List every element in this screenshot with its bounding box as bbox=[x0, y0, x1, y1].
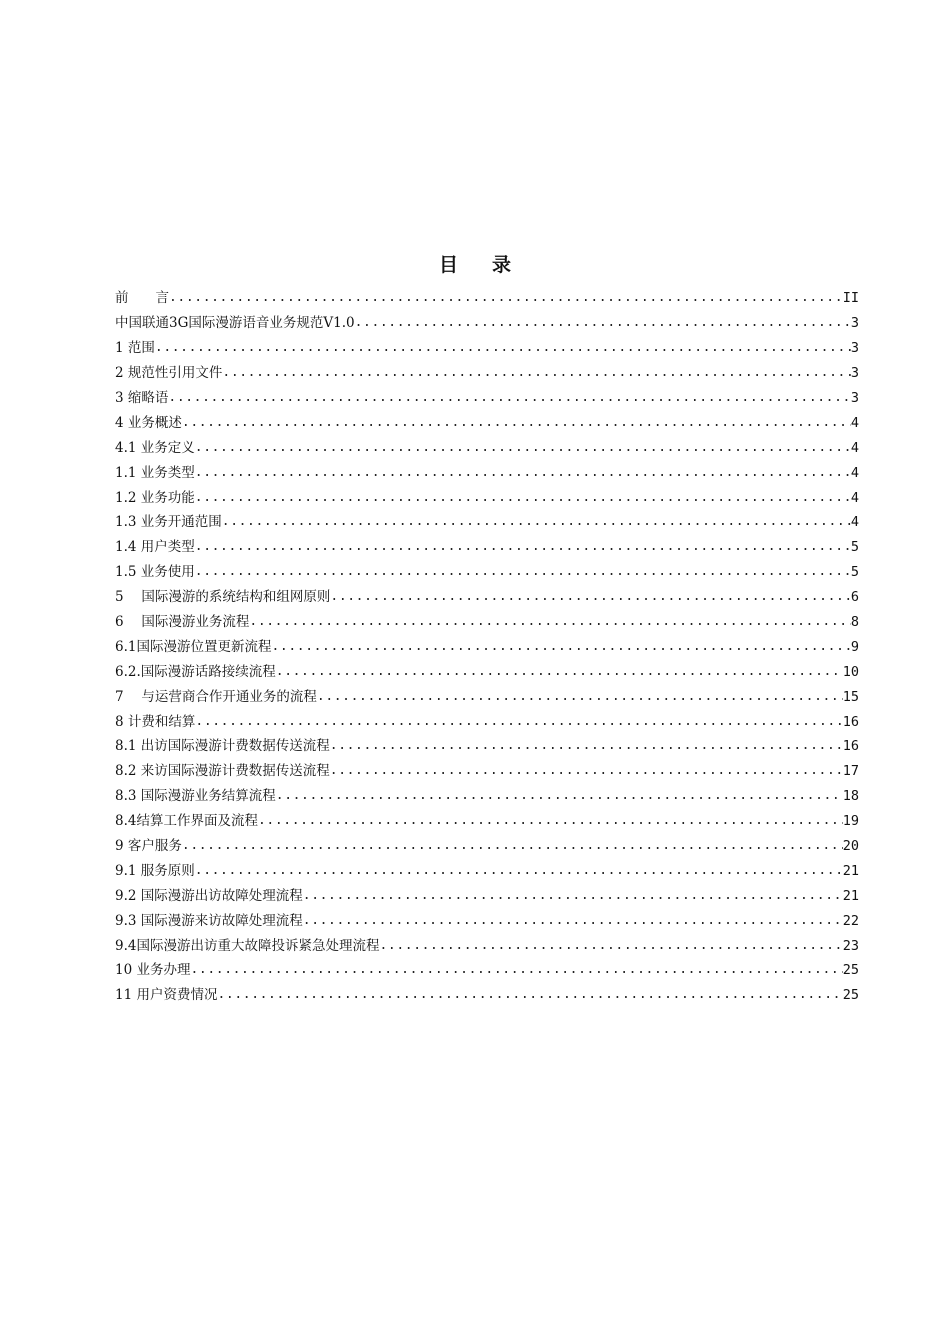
toc-entry-label: 8 计费和结算 bbox=[115, 713, 196, 730]
toc-entry-page-number: 3 bbox=[850, 340, 859, 357]
toc-dot-leader bbox=[249, 613, 850, 631]
toc-entry[interactable] bbox=[115, 933, 859, 958]
toc-entry-label: 8.1 出访国际漫游计费数据传送流程 bbox=[115, 738, 330, 755]
toc-entry-page-number: 5 bbox=[850, 564, 859, 581]
toc-entry-label: 6 国际漫游业务流程 bbox=[115, 614, 250, 631]
toc-entry-label: 1.5 业务使用 bbox=[115, 564, 195, 581]
toc-entry-page-number: 3 bbox=[850, 390, 859, 406]
toc-entry-page-number: 4 bbox=[850, 439, 859, 456]
toc-entry-page-number: 6 bbox=[850, 589, 859, 606]
toc-entry[interactable] bbox=[115, 286, 859, 311]
toc-entry[interactable] bbox=[115, 784, 859, 809]
toc-entry-page-number: 17 bbox=[842, 763, 859, 780]
toc-entry-label: 1.4 用户类型 bbox=[115, 539, 195, 556]
toc-dot-leader bbox=[195, 489, 851, 507]
toc-entry-page-number: 4 bbox=[850, 414, 859, 431]
toc-dot-leader bbox=[190, 961, 842, 979]
toc-entry[interactable] bbox=[115, 759, 859, 784]
toc-dot-leader bbox=[195, 862, 843, 880]
toc-dot-leader bbox=[379, 937, 842, 955]
toc-dot-leader bbox=[330, 762, 843, 780]
toc-entry-label: 9.4国际漫游出访重大故障投诉紧急处理流程 bbox=[115, 937, 380, 954]
toc-entry-label: 9.2 国际漫游出访故障处理流程 bbox=[115, 887, 303, 904]
toc-entry-page-number: 21 bbox=[842, 862, 859, 879]
toc-dot-leader bbox=[217, 986, 842, 1004]
toc-entry-label: 4 业务概述 bbox=[115, 414, 182, 431]
toc-entry-page-number: 22 bbox=[842, 912, 859, 929]
toc-entry[interactable] bbox=[115, 336, 859, 361]
toc-entry-label: 5 国际漫游的系统结构和组网原则 bbox=[115, 589, 331, 606]
toc-entry[interactable] bbox=[115, 634, 859, 659]
toc-dot-leader bbox=[258, 812, 843, 830]
toc-entry[interactable] bbox=[115, 958, 859, 983]
toc-dot-leader bbox=[303, 887, 843, 905]
toc-entry-page-number: 5 bbox=[850, 539, 859, 556]
toc-entry-page-number: II bbox=[842, 290, 859, 307]
toc-entry-label: 11 用户资费情况 bbox=[115, 987, 218, 1004]
toc-entry-label: 8.4结算工作界面及流程 bbox=[115, 813, 258, 830]
toc-entry-label: 7 与运营商合作开通业务的流程 bbox=[115, 688, 317, 705]
toc-entry-label: 前 言 bbox=[115, 290, 169, 307]
toc-entry[interactable] bbox=[115, 858, 859, 883]
toc-entry-page-number: 4 bbox=[850, 489, 859, 506]
toc-entry-label: 9 客户服务 bbox=[115, 838, 182, 855]
toc-entry-page-number: 10 bbox=[842, 663, 859, 680]
toc-entry-label: 6.1国际漫游位置更新流程 bbox=[115, 638, 272, 655]
toc-entry-page-number: 4 bbox=[850, 514, 859, 531]
toc-dot-leader bbox=[169, 289, 843, 307]
toc-dot-leader bbox=[195, 563, 851, 581]
toc-dot-leader bbox=[276, 663, 843, 681]
toc-entry[interactable] bbox=[115, 560, 859, 585]
toc-dot-leader bbox=[355, 314, 851, 332]
toc-entry[interactable] bbox=[115, 535, 859, 560]
toc-entry-page-number: 3 bbox=[850, 315, 859, 332]
toc-entry-label: 2 规范性引用文件 bbox=[115, 365, 223, 382]
toc-dot-leader bbox=[276, 787, 843, 805]
toc-entry-page-number: 16 bbox=[842, 738, 859, 755]
toc-entry[interactable] bbox=[115, 386, 859, 411]
toc-dot-leader bbox=[330, 737, 843, 755]
toc-entry-page-number: 3 bbox=[850, 365, 859, 382]
toc-entry-page-number: 16 bbox=[842, 713, 859, 730]
toc-dot-leader bbox=[303, 912, 843, 930]
toc-entry[interactable] bbox=[115, 610, 859, 635]
toc-entry-label: 3 缩略语 bbox=[115, 390, 169, 406]
toc-entry-label: 1 范围 bbox=[115, 340, 155, 357]
toc-dot-leader bbox=[168, 389, 850, 407]
toc-entry-page-number: 25 bbox=[842, 962, 859, 979]
toc-entry[interactable] bbox=[115, 883, 859, 908]
toc-entry[interactable] bbox=[115, 311, 859, 336]
toc-list bbox=[115, 286, 859, 1008]
toc-dot-leader bbox=[195, 464, 851, 482]
toc-dot-leader bbox=[330, 588, 850, 606]
toc-dot-leader bbox=[195, 713, 842, 731]
toc-dot-leader bbox=[222, 513, 851, 531]
toc-entry-label: 4.1 业务定义 bbox=[115, 439, 195, 456]
toc-entry-page-number: 8 bbox=[850, 614, 859, 631]
toc-entry[interactable] bbox=[115, 834, 859, 859]
toc-entry-page-number: 4 bbox=[850, 464, 859, 481]
toc-entry-label: 1.3 业务开通范围 bbox=[115, 514, 222, 531]
toc-entry[interactable] bbox=[115, 908, 859, 933]
toc-entry-page-number: 25 bbox=[842, 987, 859, 1004]
toc-entry-page-number: 15 bbox=[842, 688, 859, 705]
toc-entry-label: 8.3 国际漫游业务结算流程 bbox=[115, 788, 276, 805]
toc-entry[interactable] bbox=[115, 983, 859, 1008]
toc-entry[interactable] bbox=[115, 361, 859, 386]
toc-entry-label: 1.1 业务类型 bbox=[115, 464, 195, 481]
toc-entry[interactable] bbox=[115, 734, 859, 759]
toc-dot-leader bbox=[195, 439, 851, 457]
toc-entry[interactable] bbox=[115, 709, 859, 734]
toc-title: 目录 bbox=[438, 254, 545, 276]
toc-entry[interactable] bbox=[115, 585, 859, 610]
toc-entry-label: 9.1 服务原则 bbox=[115, 862, 195, 879]
toc-entry-label: 6.2.国际漫游话路接续流程 bbox=[115, 663, 276, 680]
toc-entry[interactable] bbox=[115, 684, 859, 709]
toc-entry-label: 中国联通3G国际漫游语音业务规范V1.0 bbox=[115, 315, 355, 332]
toc-dot-leader bbox=[271, 638, 850, 656]
toc-entry-page-number: 21 bbox=[842, 887, 859, 904]
toc-dot-leader bbox=[195, 538, 851, 556]
toc-entry-page-number: 9 bbox=[850, 638, 859, 655]
toc-entry-label: 1.2 业务功能 bbox=[115, 489, 195, 506]
toc-entry-label: 9.3 国际漫游来访故障处理流程 bbox=[115, 912, 303, 929]
toc-entry[interactable] bbox=[115, 435, 859, 460]
toc-dot-leader bbox=[222, 364, 850, 382]
toc-entry-label: 8.2 来访国际漫游计费数据传送流程 bbox=[115, 763, 330, 780]
toc-entry[interactable] bbox=[115, 510, 859, 535]
toc-entry-page-number: 23 bbox=[842, 937, 859, 954]
toc-entry-page-number: 20 bbox=[842, 838, 859, 855]
toc-entry[interactable] bbox=[115, 809, 859, 834]
toc-entry-label: 10 业务办理 bbox=[115, 962, 191, 979]
toc-dot-leader bbox=[317, 688, 843, 706]
toc-dot-leader bbox=[182, 837, 843, 855]
toc-entry[interactable] bbox=[115, 460, 859, 485]
toc-dot-leader bbox=[155, 339, 851, 357]
toc-entry[interactable] bbox=[115, 659, 859, 684]
toc-entry[interactable] bbox=[115, 485, 859, 510]
toc-entry-page-number: 18 bbox=[842, 788, 859, 805]
toc-entry-page-number: 19 bbox=[842, 813, 859, 830]
toc-dot-leader bbox=[182, 414, 851, 432]
toc-entry[interactable] bbox=[115, 410, 859, 435]
